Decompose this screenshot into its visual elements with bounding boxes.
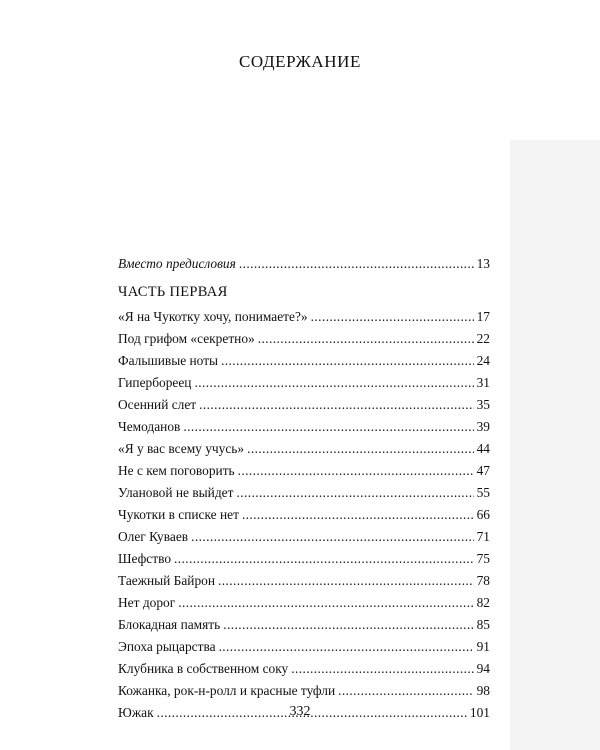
toc-entry[interactable] <box>118 328 490 350</box>
toc-entry[interactable] <box>118 394 490 416</box>
toc-entry-page: 98 <box>476 683 490 698</box>
toc-entry-page: 13 <box>476 256 490 271</box>
dot-leader <box>191 526 473 548</box>
toc-entry[interactable] <box>118 680 490 702</box>
dot-leader <box>239 253 474 275</box>
toc-entry[interactable] <box>118 592 490 614</box>
toc-entry[interactable] <box>118 636 490 658</box>
dot-leader <box>247 438 474 460</box>
toc-entry-title: Осенний слет <box>118 397 197 412</box>
toc-entry-title: Улановой не выйдет <box>118 485 234 500</box>
toc-entry-title: Таежный Байрон <box>118 573 216 588</box>
toc-entry-page: 47 <box>476 463 490 478</box>
toc-entry-page: 35 <box>476 397 490 412</box>
dot-leader <box>242 504 474 526</box>
toc-entry-title: Гипербореец <box>118 375 192 390</box>
toc-entry-page: 101 <box>469 705 490 720</box>
toc-entry[interactable] <box>118 614 490 636</box>
toc-entry[interactable] <box>118 548 490 570</box>
toc-entry[interactable] <box>118 372 490 394</box>
dot-leader <box>236 482 473 504</box>
page-title: СОДЕРЖАНИЕ <box>238 52 362 71</box>
toc-entry-title: Эпоха рыцарства <box>118 639 216 654</box>
dot-leader <box>178 592 473 614</box>
toc-entry-title: Клубника в собственном соку <box>118 661 289 676</box>
toc-entry-title: Олег Куваев <box>118 529 189 544</box>
dot-leader <box>218 570 474 592</box>
toc-entry-title: Чукотки в списке нет <box>118 507 239 522</box>
toc-entry-title: Под грифом «секретно» <box>118 331 255 346</box>
toc-entry-page: 66 <box>476 507 490 522</box>
toc-entry-title: «Я у вас всему учусь» <box>118 441 245 456</box>
toc-entry-page: 55 <box>476 485 490 500</box>
toc-entry-page: 91 <box>476 639 490 654</box>
dot-leader <box>258 328 474 350</box>
toc-entry[interactable] <box>118 416 490 438</box>
toc-entry[interactable] <box>118 482 490 504</box>
toc-entry-page: 78 <box>476 573 490 588</box>
toc-entry-title: Чемоданов <box>118 419 181 434</box>
dot-leader <box>199 394 473 416</box>
toc-entry-title: Не с кем поговорить <box>118 463 235 478</box>
toc-entry[interactable] <box>118 570 490 592</box>
toc-entry[interactable] <box>118 658 490 680</box>
toc-list <box>118 306 490 724</box>
page-number: 332 <box>289 704 311 719</box>
dot-leader <box>219 636 474 658</box>
toc-entry[interactable] <box>118 504 490 526</box>
dot-leader <box>291 658 473 680</box>
toc-entry-page: 82 <box>476 595 490 610</box>
dot-leader <box>194 372 473 394</box>
dot-leader <box>338 680 473 702</box>
toc-entry[interactable] <box>118 526 490 548</box>
toc-entry[interactable] <box>118 306 490 328</box>
toc-entry-page: 24 <box>476 353 490 368</box>
toc-entry-page: 94 <box>476 661 490 676</box>
toc-entry-page: 22 <box>476 331 490 346</box>
toc-entry-preface[interactable] <box>118 253 490 275</box>
toc-entry[interactable] <box>118 350 490 372</box>
toc-entry-page: 39 <box>476 419 490 434</box>
toc-entry[interactable] <box>118 438 490 460</box>
toc-entry-page: 75 <box>476 551 490 566</box>
toc-entry-title: Нет дорог <box>118 595 176 610</box>
toc-entry-title: Шефство <box>118 551 172 566</box>
toc-entry-title: Вместо предисловия <box>118 256 236 271</box>
dot-leader <box>174 548 474 570</box>
toc-entry-title: «Я на Чукотку хочу, понимаете?» <box>118 309 308 324</box>
dot-leader <box>311 306 474 328</box>
toc-entry-title: Фальшивые ноты <box>118 353 219 368</box>
toc-entry-page: 31 <box>476 375 490 390</box>
toc-entry-page: 17 <box>476 309 490 324</box>
dot-leader <box>223 614 473 636</box>
toc-entry-page: 85 <box>476 617 490 632</box>
part-heading: ЧАСТЬ ПЕРВАЯ <box>118 284 228 300</box>
page-edge-shadow <box>510 140 600 750</box>
toc-entry-page: 44 <box>476 441 490 456</box>
dot-leader <box>238 460 474 482</box>
toc-preface <box>118 253 490 275</box>
dot-leader <box>221 350 474 372</box>
toc-entry-title: Блокадная память <box>118 617 221 632</box>
toc-entry-title: Кожанка, рок-н-ролл и красные туфли <box>118 683 336 698</box>
toc-entry-title: Южак <box>118 705 154 720</box>
toc-entry[interactable] <box>118 460 490 482</box>
dot-leader <box>183 416 473 438</box>
toc-entry-page: 71 <box>476 529 490 544</box>
